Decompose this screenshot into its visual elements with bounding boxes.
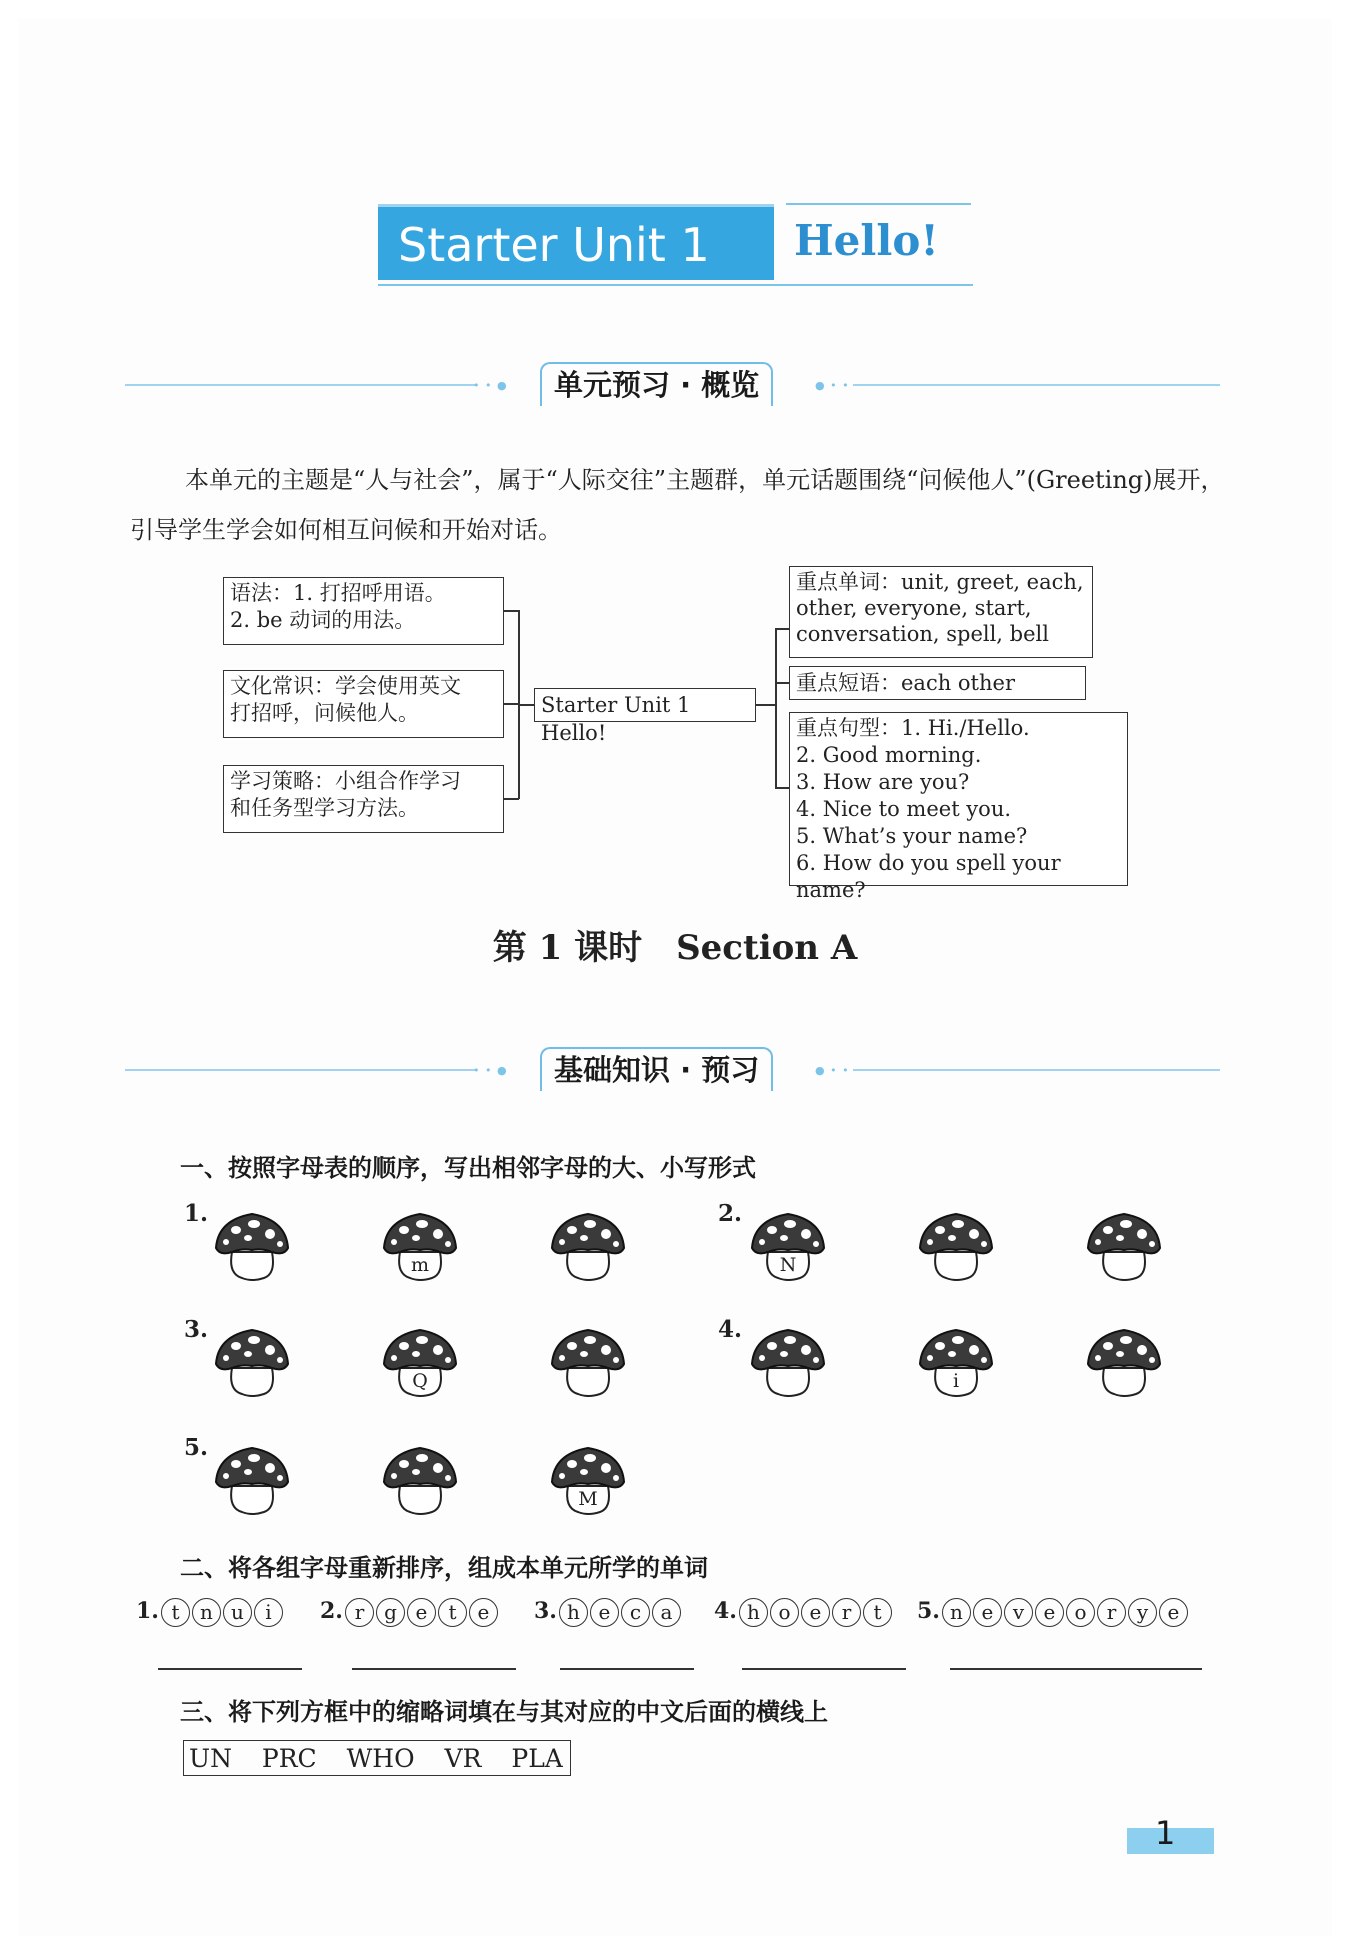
answer-line[interactable] <box>158 1668 302 1670</box>
letter-group-5: 5. n e v e o r y e <box>917 1598 1188 1627</box>
mindmap-key-phrase: 重点短语：each other <box>789 666 1086 700</box>
mushroom-letter: M <box>548 1442 628 1522</box>
dots-decoration: ● • • <box>815 379 850 392</box>
mushroom-blank[interactable] <box>212 1208 292 1288</box>
title-rule-bottom <box>378 284 973 286</box>
letter-group-1: 1. t n u i <box>136 1598 283 1627</box>
mindmap-key-sentences: 重点句型：1. Hi./Hello. 2. Good morning. 3. How are you? 4. Nice to meet you. 5. What’s your name? 6. How do you spell your name? <box>789 712 1128 886</box>
mushroom-blank[interactable] <box>212 1442 292 1522</box>
mushroom-blank[interactable] <box>1084 1208 1164 1288</box>
question-number: 3. <box>184 1316 209 1343</box>
mushroom-blank[interactable] <box>212 1324 292 1404</box>
section-header-overview <box>125 362 1220 406</box>
section-title: 单元预习 · 概览 <box>540 362 773 406</box>
mushroom-blank[interactable] <box>548 1208 628 1288</box>
workbook-page <box>18 18 1332 1936</box>
section-title: 基础知识 · 预习 <box>540 1047 773 1091</box>
dots-decoration: ● • • <box>815 1064 850 1077</box>
question-number: 2. <box>718 1200 743 1227</box>
mindmap-culture: 文化常识：学会使用英文 打招呼，问候他人。 <box>223 670 504 738</box>
mushroom-letter: N <box>748 1208 828 1288</box>
question-3-title: 三、将下列方框中的缩略词填在与其对应的中文后面的横线上 <box>180 1698 828 1726</box>
mushroom-blank[interactable] <box>1084 1324 1164 1404</box>
mushroom-letter: m <box>380 1208 460 1288</box>
mindmap-grammar: 语法：1. 打招呼用语。 2. be 动词的用法。 <box>223 577 504 645</box>
answer-line[interactable] <box>560 1668 694 1670</box>
mushroom-letter: i <box>916 1324 996 1404</box>
letter-group-4: 4. h o e r t <box>714 1598 892 1627</box>
answer-line[interactable] <box>950 1668 1202 1670</box>
unit-greeting: Hello! <box>794 216 939 265</box>
unit-title: Starter Unit 1 <box>378 204 774 280</box>
abbreviation-box: UN PRC WHO VR PLA <box>183 1740 571 1776</box>
letter-group-2: 2. r g e t e <box>320 1598 498 1627</box>
question-number: 4. <box>718 1316 743 1343</box>
mindmap-key-words: 重点单词：unit, greet, each, other, everyone, start, conversation, spell, bell <box>789 566 1093 658</box>
answer-line[interactable] <box>352 1668 516 1670</box>
mushroom-letter: Q <box>380 1324 460 1404</box>
title-rule-top <box>786 203 971 205</box>
dots-decoration: • • ● <box>473 379 508 392</box>
letter-group-3: 3. h e c a <box>534 1598 681 1627</box>
question-number: 5. <box>184 1434 209 1461</box>
question-number: 1. <box>184 1200 209 1227</box>
intro-paragraph: 本单元的主题是“人与社会”，属于“人际交往”主题群，单元话题围绕“问候他人”(Greeting)展开，引导学生学会如何相互问候和开始对话。 <box>130 466 1225 544</box>
question-1-title: 一、按照字母表的顺序，写出相邻字母的大、小写形式 <box>180 1154 756 1182</box>
mushroom-blank[interactable] <box>748 1324 828 1404</box>
mindmap-center: Starter Unit 1 Hello! <box>534 688 756 722</box>
section-header-basic <box>125 1047 1220 1091</box>
unit-title-banner <box>378 200 973 290</box>
mushroom-blank[interactable] <box>380 1442 460 1522</box>
mindmap-strategy: 学习策略：小组合作学习 和任务型学习方法。 <box>223 765 504 833</box>
page-number: 1 <box>1155 1814 1176 1852</box>
mushroom-blank[interactable] <box>916 1208 996 1288</box>
answer-line[interactable] <box>742 1668 906 1670</box>
question-2-title: 二、将各组字母重新排序，组成本单元所学的单词 <box>180 1554 708 1582</box>
dots-decoration: • • ● <box>473 1064 508 1077</box>
lesson-heading: 第 1 课时 Section A <box>492 928 858 968</box>
mushroom-blank[interactable] <box>548 1324 628 1404</box>
